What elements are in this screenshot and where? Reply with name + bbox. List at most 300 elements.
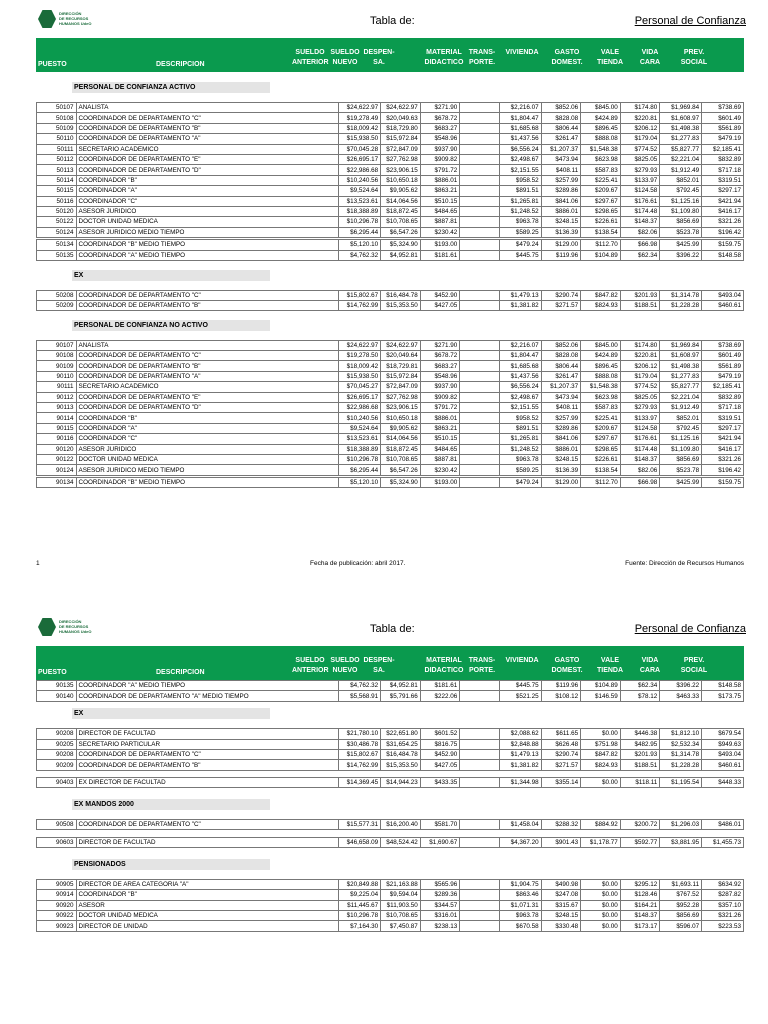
- cell-amount[interactable]: $6,556.24: [499, 144, 541, 154]
- logo[interactable]: [38, 616, 100, 638]
- cell-descripcion[interactable]: COORDINADOR "A": [76, 423, 339, 433]
- cell-amount[interactable]: $486.01: [702, 819, 744, 829]
- cell-amount[interactable]: [460, 361, 500, 371]
- header-col-line2[interactable]: DIDACTICO: [424, 59, 464, 66]
- cell-amount[interactable]: $678.72: [420, 351, 460, 361]
- cell-descripcion[interactable]: COORDINADOR DE DEPARTAMENTO "B": [76, 123, 339, 133]
- cell-descripcion[interactable]: COORDINADOR DE DEPARTAMENTO "C": [76, 351, 339, 361]
- cell-amount[interactable]: $751.98: [581, 739, 621, 749]
- cell-amount[interactable]: [460, 165, 500, 175]
- header-col-7[interactable]: [592, 48, 628, 68]
- table-row[interactable]: [37, 361, 744, 371]
- cell-amount[interactable]: $891.51: [499, 423, 541, 433]
- cell-amount[interactable]: $841.06: [541, 434, 581, 444]
- cell-descripcion[interactable]: COORDINADOR "B" MEDIO TIEMPO: [76, 240, 339, 250]
- cell-puesto[interactable]: 90205: [37, 739, 77, 749]
- header-col-line2[interactable]: VIVIENDA: [505, 657, 539, 664]
- header-col-1[interactable]: [328, 656, 362, 676]
- cell-amount[interactable]: $825.05: [620, 392, 660, 402]
- cell-amount[interactable]: $66.98: [620, 240, 660, 250]
- cell-descripcion[interactable]: DOCTOR UNIDAD MEDICA: [76, 454, 339, 464]
- cell-puesto[interactable]: 50120: [37, 206, 77, 216]
- cell-amount[interactable]: $173.17: [620, 921, 660, 931]
- cell-amount[interactable]: $10,708.65: [381, 454, 421, 464]
- cell-amount[interactable]: $824.93: [581, 760, 621, 770]
- cell-amount[interactable]: $1,178.77: [581, 837, 621, 847]
- cell-amount[interactable]: $119.96: [541, 681, 581, 691]
- cell-amount[interactable]: $289.86: [541, 186, 581, 196]
- cell-amount[interactable]: $561.89: [702, 361, 744, 371]
- cell-puesto[interactable]: 90114: [37, 413, 77, 423]
- data-table[interactable]: [36, 290, 744, 312]
- cell-amount[interactable]: $24,622.97: [381, 103, 421, 113]
- cell-amount[interactable]: [460, 729, 500, 739]
- cell-amount[interactable]: [460, 217, 500, 227]
- cell-amount[interactable]: $20,849.88: [339, 879, 381, 889]
- table-row[interactable]: [37, 760, 744, 770]
- cell-amount[interactable]: $298.65: [581, 206, 621, 216]
- cell-amount[interactable]: [460, 134, 500, 144]
- cell-amount[interactable]: $5,120.10: [339, 240, 381, 250]
- cell-amount[interactable]: $22,986.68: [339, 403, 381, 413]
- cell-amount[interactable]: $31,654.25: [381, 739, 421, 749]
- cell-amount[interactable]: $5,827.77: [660, 144, 702, 154]
- cell-amount[interactable]: $174.80: [620, 340, 660, 350]
- cell-amount[interactable]: $2,216.07: [499, 103, 541, 113]
- cell-amount[interactable]: $856.69: [660, 217, 702, 227]
- cell-amount[interactable]: $138.54: [581, 465, 621, 475]
- cell-puesto[interactable]: 50208: [37, 290, 77, 300]
- cell-amount[interactable]: $2,498.67: [499, 392, 541, 402]
- header-col-line1[interactable]: MATERIAL: [426, 657, 462, 664]
- cell-amount[interactable]: $421.94: [702, 196, 744, 206]
- header-col-line2[interactable]: CARA: [639, 667, 661, 674]
- cell-amount[interactable]: $20,049.64: [381, 351, 421, 361]
- cell-amount[interactable]: [460, 123, 500, 133]
- cell-amount[interactable]: $174.48: [620, 444, 660, 454]
- header-col-line1[interactable]: PREV.: [683, 657, 705, 664]
- cell-puesto[interactable]: 90120: [37, 444, 77, 454]
- cell-amount[interactable]: $888.08: [581, 371, 621, 381]
- cell-amount[interactable]: $124.58: [620, 423, 660, 433]
- cell-amount[interactable]: $19,278.49: [339, 113, 381, 123]
- cell-amount[interactable]: $891.51: [499, 186, 541, 196]
- cell-amount[interactable]: $416.17: [702, 444, 744, 454]
- table-row[interactable]: [37, 749, 744, 759]
- cell-amount[interactable]: $220.81: [620, 113, 660, 123]
- logo-text-line[interactable]: DIRECCIÓN: [59, 11, 82, 16]
- cell-amount[interactable]: $937.90: [420, 144, 460, 154]
- logo-text[interactable]: [59, 11, 91, 26]
- cell-amount[interactable]: $824.93: [581, 300, 621, 310]
- cell-amount[interactable]: $4,952.81: [381, 681, 421, 691]
- table-row[interactable]: [37, 392, 744, 402]
- cell-amount[interactable]: $24,622.97: [339, 340, 381, 350]
- cell-amount[interactable]: $5,324.90: [381, 240, 421, 250]
- cell-amount[interactable]: $421.94: [702, 434, 744, 444]
- cell-amount[interactable]: $445.75: [499, 681, 541, 691]
- table-row[interactable]: [37, 123, 744, 133]
- cell-puesto[interactable]: 50124: [37, 227, 77, 237]
- cell-descripcion[interactable]: DIRECTOR DE UNIDAD: [76, 921, 339, 931]
- cell-amount[interactable]: $2,216.07: [499, 340, 541, 350]
- cell-amount[interactable]: $6,547.26: [381, 227, 421, 237]
- cell-amount[interactable]: $14,762.99: [339, 760, 381, 770]
- table-row[interactable]: [37, 250, 744, 260]
- cell-amount[interactable]: $10,708.65: [381, 217, 421, 227]
- header-col-line1[interactable]: SUELDO: [330, 49, 360, 56]
- cell-amount[interactable]: $261.47: [541, 371, 581, 381]
- cell-amount[interactable]: $1,314.78: [660, 290, 702, 300]
- cell-amount[interactable]: $72,847.09: [381, 144, 421, 154]
- cell-amount[interactable]: $884.92: [581, 819, 621, 829]
- cell-amount[interactable]: $176.61: [620, 196, 660, 206]
- cell-amount[interactable]: $104.89: [581, 250, 621, 260]
- cell-amount[interactable]: $611.65: [541, 729, 581, 739]
- cell-puesto[interactable]: 90124: [37, 465, 77, 475]
- header-col-line1[interactable]: PREV.: [683, 49, 705, 56]
- cell-amount[interactable]: $9,524.64: [339, 423, 381, 433]
- cell-amount[interactable]: $1,904.75: [499, 879, 541, 889]
- cell-amount[interactable]: $523.78: [660, 465, 702, 475]
- cell-amount[interactable]: $206.12: [620, 123, 660, 133]
- cell-amount[interactable]: $138.54: [581, 227, 621, 237]
- cell-amount[interactable]: $587.83: [581, 403, 621, 413]
- cell-amount[interactable]: $1,248.52: [499, 206, 541, 216]
- cell-amount[interactable]: $589.25: [499, 227, 541, 237]
- cell-amount[interactable]: $0.00: [581, 900, 621, 910]
- logo-hexagon-icon[interactable]: [38, 618, 56, 636]
- cell-amount[interactable]: $257.99: [541, 413, 581, 423]
- cell-amount[interactable]: $18,009.42: [339, 361, 381, 371]
- cell-amount[interactable]: $1,804.47: [499, 351, 541, 361]
- cell-amount[interactable]: $290.74: [541, 749, 581, 759]
- cell-amount[interactable]: $479.19: [702, 371, 744, 381]
- cell-amount[interactable]: $1,344.98: [499, 777, 541, 787]
- cell-puesto[interactable]: 90140: [37, 691, 77, 701]
- table-row[interactable]: [37, 837, 744, 847]
- cell-amount[interactable]: $279.93: [620, 165, 660, 175]
- cell-descripcion[interactable]: COORDINADOR DE DEPARTAMENTO "C": [76, 819, 339, 829]
- table-row[interactable]: [37, 921, 744, 931]
- cell-amount[interactable]: $1,071.31: [499, 900, 541, 910]
- header-col-9[interactable]: [672, 48, 716, 68]
- cell-amount[interactable]: $0.00: [581, 729, 621, 739]
- cell-amount[interactable]: $601.49: [702, 113, 744, 123]
- cell-puesto[interactable]: 90111: [37, 382, 77, 392]
- cell-amount[interactable]: $295.12: [620, 879, 660, 889]
- cell-amount[interactable]: $201.93: [620, 290, 660, 300]
- cell-amount[interactable]: $279.93: [620, 403, 660, 413]
- cell-amount[interactable]: $13,523.61: [339, 196, 381, 206]
- cell-descripcion[interactable]: ASESOR: [76, 900, 339, 910]
- header-col-1[interactable]: [328, 48, 362, 68]
- cell-amount[interactable]: [460, 413, 500, 423]
- cell-amount[interactable]: $5,568.91: [339, 691, 381, 701]
- cell-amount[interactable]: $14,369.45: [339, 777, 381, 787]
- cell-descripcion[interactable]: ANALISTA: [76, 340, 339, 350]
- cell-amount[interactable]: $257.99: [541, 175, 581, 185]
- cell-amount[interactable]: $225.41: [581, 413, 621, 423]
- cell-amount[interactable]: $601.52: [420, 729, 460, 739]
- cell-descripcion[interactable]: DIRECTOR DE FACULTAD: [76, 729, 339, 739]
- cell-amount[interactable]: $9,524.64: [339, 186, 381, 196]
- page-title[interactable]: Tabla de:: [370, 15, 415, 27]
- footer-source[interactable]: Fuente: Dirección de Recursos Humanos: [625, 560, 744, 567]
- cell-amount[interactable]: $424.89: [581, 113, 621, 123]
- cell-amount[interactable]: $479.24: [499, 240, 541, 250]
- cell-amount[interactable]: $206.12: [620, 361, 660, 371]
- cell-amount[interactable]: $601.49: [702, 351, 744, 361]
- cell-amount[interactable]: $10,296.78: [339, 454, 381, 464]
- cell-amount[interactable]: $174.80: [620, 103, 660, 113]
- cell-amount[interactable]: $863.46: [499, 890, 541, 900]
- cell-amount[interactable]: $896.45: [581, 361, 621, 371]
- cell-amount[interactable]: $15,972.84: [381, 134, 421, 144]
- cell-amount[interactable]: $15,353.50: [381, 760, 421, 770]
- cell-amount[interactable]: $24,622.97: [381, 340, 421, 350]
- cell-amount[interactable]: $4,952.81: [381, 250, 421, 260]
- cell-puesto[interactable]: 90115: [37, 423, 77, 433]
- cell-amount[interactable]: $679.54: [702, 729, 744, 739]
- cell-amount[interactable]: $678.72: [420, 113, 460, 123]
- cell-amount[interactable]: $909.82: [420, 392, 460, 402]
- cell-amount[interactable]: [460, 227, 500, 237]
- cell-amount[interactable]: $15,802.67: [339, 749, 381, 759]
- cell-descripcion[interactable]: COORDINADOR DE DEPARTAMENTO "C": [76, 290, 339, 300]
- table-row[interactable]: [37, 777, 744, 787]
- cell-amount[interactable]: $9,594.04: [381, 890, 421, 900]
- cell-amount[interactable]: $10,240.56: [339, 413, 381, 423]
- cell-amount[interactable]: $683.27: [420, 361, 460, 371]
- cell-amount[interactable]: $148.58: [702, 250, 744, 260]
- cell-amount[interactable]: $2,498.67: [499, 154, 541, 164]
- table-row[interactable]: [37, 911, 744, 921]
- cell-amount[interactable]: $62.34: [620, 250, 660, 260]
- cell-amount[interactable]: $1,812.10: [660, 729, 702, 739]
- cell-amount[interactable]: $845.00: [581, 103, 621, 113]
- cell-amount[interactable]: $188.51: [620, 300, 660, 310]
- cell-amount[interactable]: $261.47: [541, 134, 581, 144]
- cell-amount[interactable]: $856.69: [660, 911, 702, 921]
- table-row[interactable]: [37, 382, 744, 392]
- cell-amount[interactable]: $717.18: [702, 403, 744, 413]
- cell-descripcion[interactable]: ANALISTA: [76, 103, 339, 113]
- cell-puesto[interactable]: 90508: [37, 819, 77, 829]
- cell-amount[interactable]: [460, 300, 500, 310]
- cell-amount[interactable]: $22,651.80: [381, 729, 421, 739]
- table-row[interactable]: [37, 890, 744, 900]
- cell-amount[interactable]: $11,445.67: [339, 900, 381, 910]
- cell-amount[interactable]: $319.51: [702, 413, 744, 423]
- cell-amount[interactable]: $2,532.34: [660, 739, 702, 749]
- header-col-line1[interactable]: GASTO: [554, 49, 580, 56]
- cell-amount[interactable]: $1,437.56: [499, 134, 541, 144]
- cell-amount[interactable]: $5,324.90: [381, 478, 421, 488]
- cell-amount[interactable]: $847.82: [581, 290, 621, 300]
- cell-amount[interactable]: $315.67: [541, 900, 581, 910]
- cell-descripcion[interactable]: ASESOR JURIDICO MEDIO TIEMPO: [76, 465, 339, 475]
- table-row[interactable]: [37, 113, 744, 123]
- cell-amount[interactable]: [460, 371, 500, 381]
- cell-amount[interactable]: [460, 691, 500, 701]
- table-row[interactable]: [37, 403, 744, 413]
- cell-amount[interactable]: $223.53: [702, 921, 744, 931]
- cell-amount[interactable]: $148.37: [620, 911, 660, 921]
- cell-amount[interactable]: $1,381.82: [499, 760, 541, 770]
- cell-puesto[interactable]: 90403: [37, 777, 77, 787]
- cell-amount[interactable]: $473.94: [541, 154, 581, 164]
- cell-amount[interactable]: $896.45: [581, 123, 621, 133]
- cell-descripcion[interactable]: ASESOR JURIDICO MEDIO TIEMPO: [76, 227, 339, 237]
- cell-amount[interactable]: [460, 739, 500, 749]
- cell-puesto[interactable]: 50108: [37, 113, 77, 123]
- cell-amount[interactable]: $297.17: [702, 423, 744, 433]
- cell-amount[interactable]: $200.72: [620, 819, 660, 829]
- cell-puesto[interactable]: 90122: [37, 454, 77, 464]
- logo-text-line[interactable]: DE RECURSOS: [59, 624, 89, 629]
- cell-descripcion[interactable]: SECRETARIO ACADEMICO: [76, 382, 339, 392]
- table-row[interactable]: [37, 434, 744, 444]
- header-col-line2[interactable]: ANTERIOR: [292, 667, 329, 674]
- cell-amount[interactable]: $683.27: [420, 123, 460, 133]
- cell-amount[interactable]: $248.15: [541, 911, 581, 921]
- header-col-line1[interactable]: DESPEN-: [363, 49, 395, 56]
- table-row[interactable]: [37, 681, 744, 691]
- cell-puesto[interactable]: 50110: [37, 134, 77, 144]
- cell-amount[interactable]: $18,729.81: [381, 361, 421, 371]
- header-col-4[interactable]: [464, 656, 500, 676]
- cell-amount[interactable]: $852.01: [660, 175, 702, 185]
- cell-amount[interactable]: $26,695.17: [339, 392, 381, 402]
- cell-amount[interactable]: $10,650.18: [381, 175, 421, 185]
- cell-descripcion[interactable]: COORDINADOR DE DEPARTAMENTO "B": [76, 760, 339, 770]
- cell-amount[interactable]: $3,881.95: [660, 837, 702, 847]
- table-row[interactable]: [37, 175, 744, 185]
- cell-amount[interactable]: $425.99: [660, 240, 702, 250]
- cell-puesto[interactable]: 50115: [37, 186, 77, 196]
- cell-amount[interactable]: $886.01: [420, 175, 460, 185]
- cell-amount[interactable]: $159.75: [702, 240, 744, 250]
- cell-amount[interactable]: $129.00: [541, 478, 581, 488]
- cell-descripcion[interactable]: COORDINADOR "B" MEDIO TIEMPO: [76, 478, 339, 488]
- cell-amount[interactable]: $0.00: [581, 921, 621, 931]
- cell-amount[interactable]: $738.69: [702, 340, 744, 350]
- cell-amount[interactable]: $2,151.55: [499, 403, 541, 413]
- cell-puesto[interactable]: 50134: [37, 240, 77, 250]
- cell-amount[interactable]: $27,762.98: [381, 392, 421, 402]
- cell-amount[interactable]: $18,729.80: [381, 123, 421, 133]
- cell-descripcion[interactable]: COORDINADOR DE DEPARTAMENTO "A" MEDIO TIEMPO: [76, 691, 339, 701]
- cell-amount[interactable]: $148.37: [620, 454, 660, 464]
- cell-amount[interactable]: $6,295.44: [339, 227, 381, 237]
- cell-amount[interactable]: [460, 434, 500, 444]
- cell-amount[interactable]: $321.26: [702, 217, 744, 227]
- cell-amount[interactable]: $16,484.78: [381, 749, 421, 759]
- header-col-line2[interactable]: PORTE.: [468, 59, 496, 66]
- cell-descripcion[interactable]: DIRECTOR DE AREA CATEGORIA "A": [76, 879, 339, 889]
- cell-amount[interactable]: $0.00: [581, 911, 621, 921]
- cell-amount[interactable]: $963.78: [499, 454, 541, 464]
- cell-amount[interactable]: $209.67: [581, 423, 621, 433]
- cell-amount[interactable]: $493.04: [702, 290, 744, 300]
- cell-amount[interactable]: $425.99: [660, 478, 702, 488]
- cell-amount[interactable]: $319.51: [702, 175, 744, 185]
- cell-amount[interactable]: [460, 444, 500, 454]
- data-table[interactable]: [36, 819, 744, 830]
- cell-amount[interactable]: $179.04: [620, 371, 660, 381]
- cell-amount[interactable]: $445.75: [499, 250, 541, 260]
- header-col-line1[interactable]: TRANS-: [468, 657, 496, 664]
- cell-descripcion[interactable]: COORDINADOR DE DEPARTAMENTO "A": [76, 371, 339, 381]
- cell-amount[interactable]: $452.90: [420, 749, 460, 759]
- cell-amount[interactable]: [460, 777, 500, 787]
- cell-amount[interactable]: [460, 144, 500, 154]
- cell-amount[interactable]: $1,125.16: [660, 434, 702, 444]
- cell-descripcion[interactable]: COORDINADOR DE DEPARTAMENTO "E": [76, 392, 339, 402]
- cell-amount[interactable]: [460, 103, 500, 113]
- table-row[interactable]: [37, 206, 744, 216]
- header-descripcion[interactable]: DESCRIPCION: [156, 669, 205, 676]
- cell-amount[interactable]: $181.61: [420, 250, 460, 260]
- cell-amount[interactable]: [460, 837, 500, 847]
- cell-amount[interactable]: $792.45: [660, 423, 702, 433]
- cell-amount[interactable]: $592.77: [620, 837, 660, 847]
- data-table[interactable]: [36, 477, 744, 488]
- cell-descripcion[interactable]: COORDINADOR "C": [76, 434, 339, 444]
- data-table[interactable]: [36, 239, 744, 261]
- cell-puesto[interactable]: 90914: [37, 890, 77, 900]
- table-row[interactable]: [37, 144, 744, 154]
- cell-amount[interactable]: $963.78: [499, 911, 541, 921]
- cell-amount[interactable]: $118.11: [620, 777, 660, 787]
- cell-descripcion[interactable]: ASESOR JURIDICO: [76, 444, 339, 454]
- report-title[interactable]: Personal de Confianza: [634, 15, 746, 27]
- header-col-line1[interactable]: SUELDO: [330, 657, 360, 664]
- cell-puesto[interactable]: 50135: [37, 250, 77, 260]
- header-col-line2[interactable]: TIENDA: [596, 667, 624, 674]
- cell-amount[interactable]: $15,353.50: [381, 300, 421, 310]
- cell-descripcion[interactable]: COORDINADOR "A" MEDIO TIEMPO: [76, 681, 339, 691]
- cell-amount[interactable]: $196.42: [702, 227, 744, 237]
- cell-amount[interactable]: $479.24: [499, 478, 541, 488]
- cell-amount[interactable]: $15,577.31: [339, 819, 381, 829]
- cell-amount[interactable]: $5,791.66: [381, 691, 421, 701]
- cell-amount[interactable]: [460, 478, 500, 488]
- table-row[interactable]: [37, 103, 744, 113]
- header-col-0[interactable]: [292, 48, 328, 68]
- cell-amount[interactable]: $2,151.55: [499, 165, 541, 175]
- cell-amount[interactable]: $18,872.45: [381, 444, 421, 454]
- table-header[interactable]: [36, 646, 744, 680]
- cell-amount[interactable]: $510.15: [420, 196, 460, 206]
- cell-descripcion[interactable]: DOCTOR UNIDAD MEDICA: [76, 217, 339, 227]
- cell-amount[interactable]: $230.42: [420, 227, 460, 237]
- cell-descripcion[interactable]: DIRECTOR DE FACULTAD: [76, 837, 339, 847]
- table-row[interactable]: [37, 240, 744, 250]
- cell-amount[interactable]: $626.48: [541, 739, 581, 749]
- cell-puesto[interactable]: 90905: [37, 879, 77, 889]
- logo[interactable]: [38, 8, 100, 30]
- cell-amount[interactable]: $297.67: [581, 196, 621, 206]
- cell-amount[interactable]: $670.58: [499, 921, 541, 931]
- cell-amount[interactable]: $316.01: [420, 911, 460, 921]
- cell-descripcion[interactable]: COORDINADOR DE DEPARTAMENTO "B": [76, 300, 339, 310]
- cell-amount[interactable]: $330.48: [541, 921, 581, 931]
- cell-amount[interactable]: $484.65: [420, 444, 460, 454]
- page-title[interactable]: Tabla de:: [370, 623, 415, 635]
- cell-amount[interactable]: $806.44: [541, 361, 581, 371]
